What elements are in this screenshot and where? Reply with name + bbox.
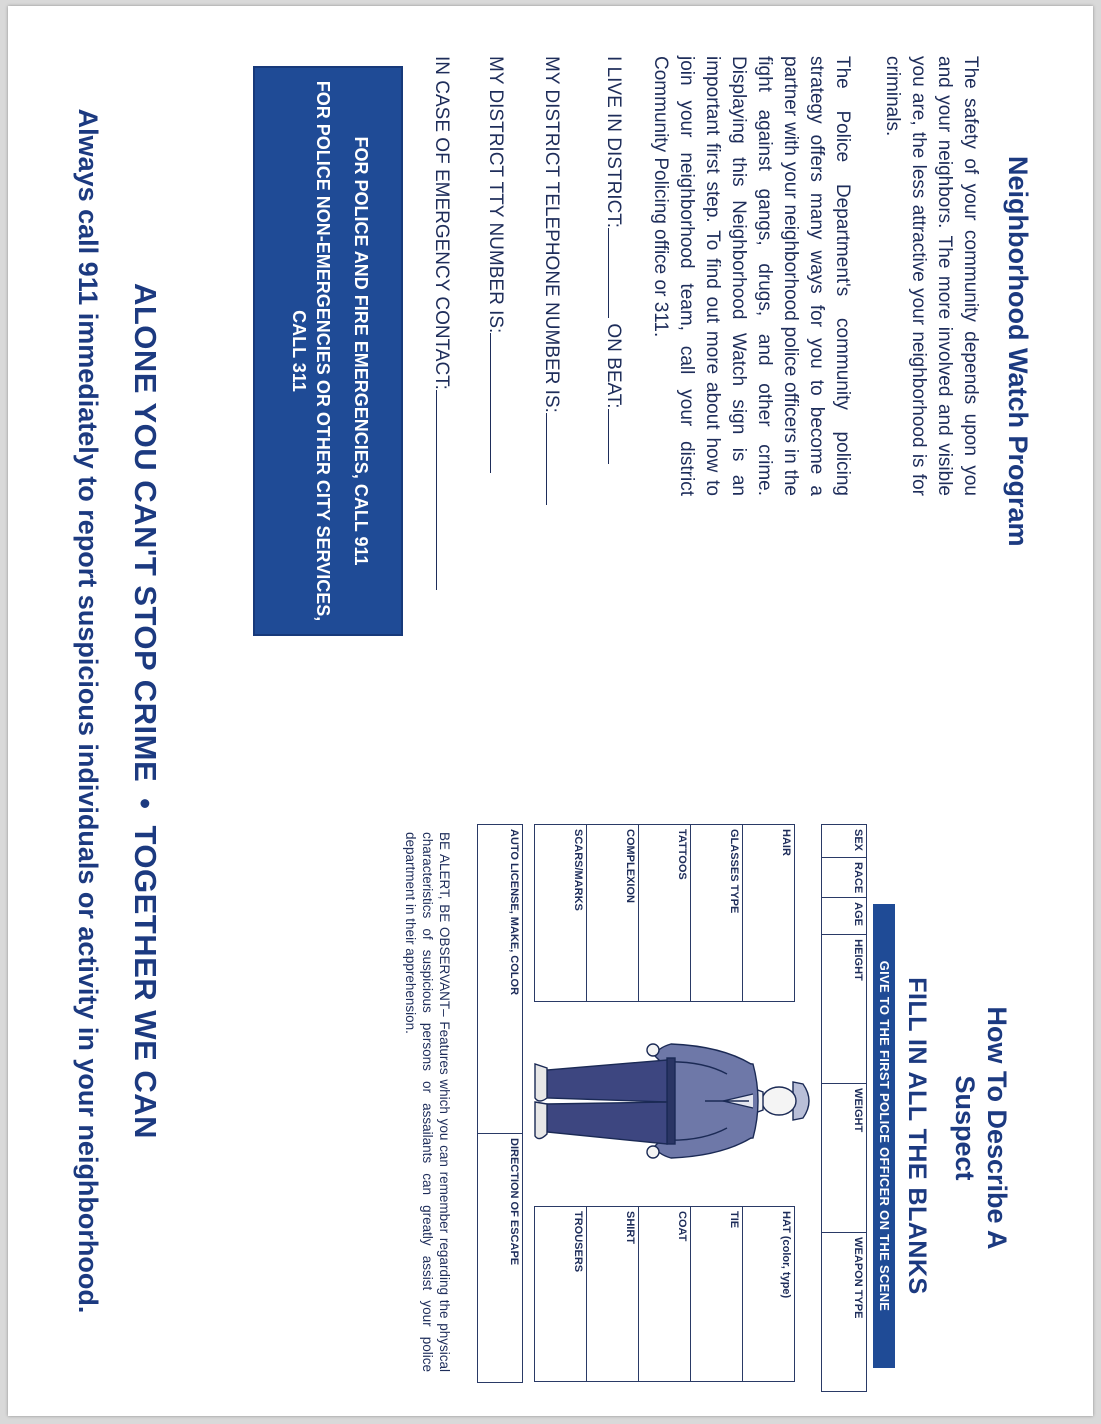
emergency-number-box [253,66,403,636]
beat-label: ON BEAT: [603,323,624,409]
suspect-figure-illustration [523,994,815,1208]
fill-blanks-heading: FILL IN ALL THE BLANKS [903,977,931,1295]
clothing-grid [534,1206,795,1382]
basic-description-grid [821,824,867,1392]
call-911-reminder: Always call 911 immediately to report suspicious individuals or activity in your neighborhood. [73,108,103,1314]
hat-cell[interactable]: HAT (color, type) [743,1207,795,1382]
escape-direction-cell[interactable]: DIRECTION OF ESCAPE [478,1134,523,1383]
tie-cell[interactable]: TIE [691,1207,743,1382]
features-grid [534,824,795,1002]
weapon-type-cell[interactable]: WEAPON TYPE [822,1233,867,1392]
tty-label: MY DISTRICT TTY NUMBER IS: [485,56,506,334]
hair-cell[interactable]: HAIR [743,825,795,1002]
phone-blank[interactable] [546,413,565,505]
be-alert-text: BE ALERT, BE OBSERVANT– Features which you can remember regarding the physical characteristics of suspicious persons or assailants can greatly assist your police department in their apprehension. [403,832,452,1372]
slogan-right: TOGETHER WE CAN [128,825,163,1140]
sex-cell[interactable]: SEX [822,825,867,858]
emergency-blank[interactable] [436,390,455,590]
describe-suspect-title: How To Describe A Suspect [950,1006,1012,1250]
coat-cell[interactable]: COAT [639,1207,691,1382]
emergency-911-line: FOR POLICE AND FIRE EMERGENCIES, CALL 911 [351,136,371,566]
height-cell[interactable]: HEIGHT [822,935,867,1084]
tty-blank[interactable] [490,333,509,473]
policing-paragraph: The Police Department's community policing strategy offers many ways for you to become a partner with your neighborhood police officers in the fight against gangs, drugs, and other crime. Displaying this Neighborhood Watch sign is an important first step. To find out more about how to join your neighborhood team, call your district Community Policing office or 311. [650,56,853,496]
auto-license-cell[interactable]: AUTO LICENSE, MAKE, COLOR [478,825,523,1134]
race-cell[interactable]: RACE [822,858,867,898]
vehicle-escape-grid [477,824,523,1383]
district-label: I LIVE IN DISTRICT: [603,56,624,229]
weight-cell[interactable]: WEIGHT [822,1084,867,1233]
non-emergency-311-line: FOR POLICE NON-EMERGENCIES OR OTHER CITY SERVICES, CALL 311 [289,80,333,622]
tty-field [484,56,509,473]
district-beat-field [602,56,627,464]
shirt-cell[interactable]: SHIRT [587,1207,639,1382]
give-officer-banner: GIVE TO THE FIRST POLICE OFFICER ON THE SCENE [873,904,895,1368]
trousers-cell[interactable]: TROUSERS [535,1207,587,1382]
complexion-cell[interactable]: COMPLEXION [587,825,639,1002]
scars-cell[interactable]: SCARS/MARKS [535,825,587,1002]
flyer-page [8,6,1093,1416]
phone-field [540,56,565,505]
emergency-label: IN CASE OF EMERGENCY CONTACT: [431,56,452,390]
tattoos-cell[interactable]: TATTOOS [639,825,691,1002]
slogan-separator: • [128,798,163,810]
phone-label: MY DISTRICT TELEPHONE NUMBER IS: [541,56,562,413]
rotated-content [8,6,1093,1416]
intro-paragraph: The safety of your community depends upon you and your neighbors. The more involved and visible you are, the less attractive your neighborhood is for criminals. [882,56,981,496]
glasses-cell[interactable]: GLASSES TYPE [691,825,743,1002]
beat-blank[interactable] [608,409,627,464]
emergency-field [430,56,455,590]
age-cell[interactable]: AGE [822,898,867,935]
district-blank[interactable] [608,228,627,318]
slogan-left: ALONE YOU CAN'T STOP CRIME [128,282,163,783]
slogan-line [127,6,163,1416]
neighborhood-watch-title: Neighborhood Watch Program [1003,156,1033,547]
